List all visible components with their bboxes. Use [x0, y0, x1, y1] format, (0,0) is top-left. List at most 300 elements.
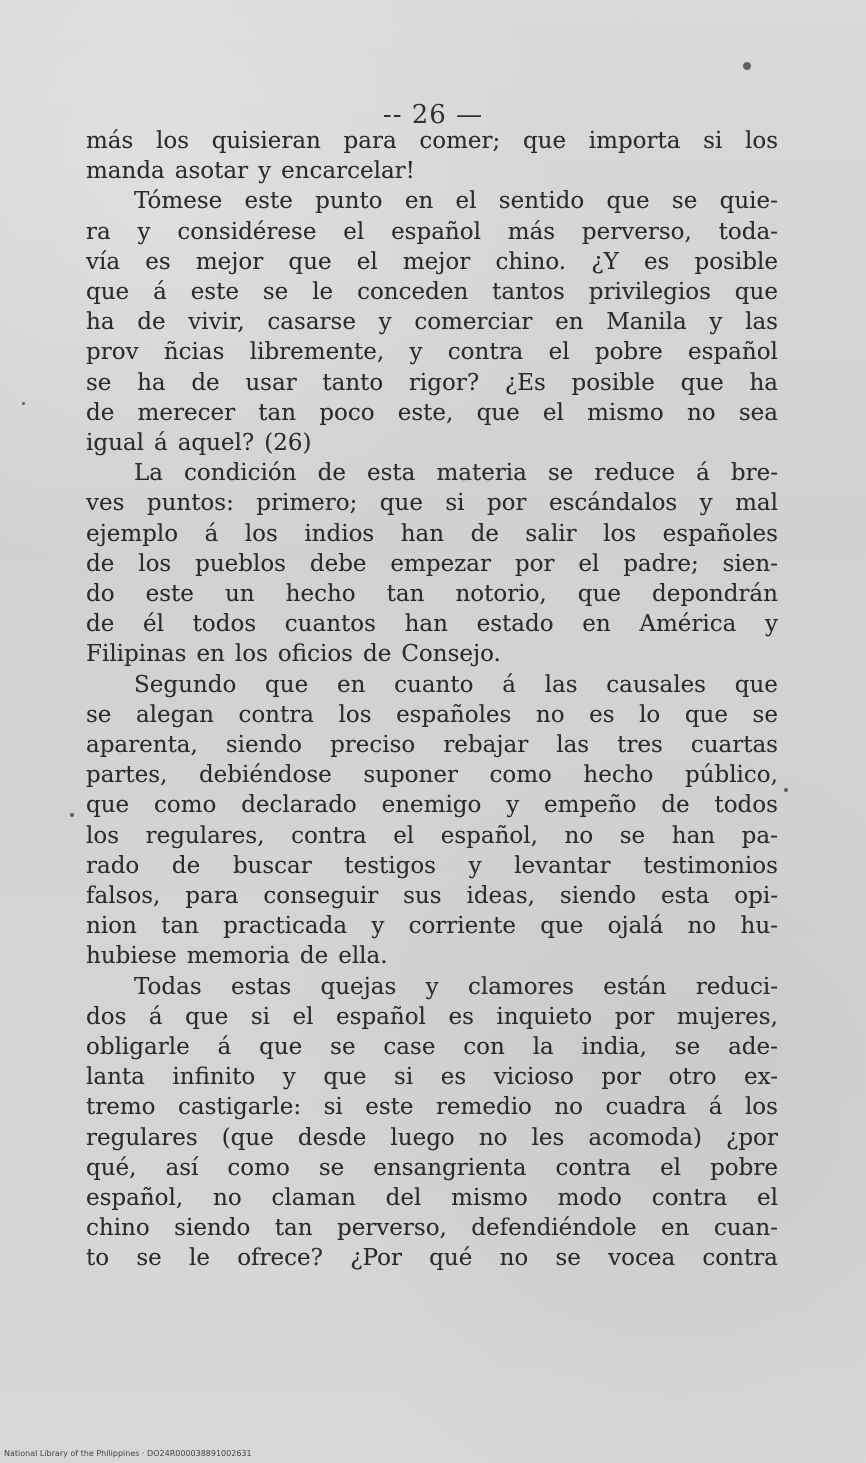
word: corriente	[408, 913, 516, 939]
word: posible	[571, 370, 655, 396]
word: por	[486, 490, 527, 516]
word: ha	[86, 309, 115, 335]
word: conseguir	[263, 883, 379, 909]
word: de	[661, 792, 690, 818]
word: quie-	[719, 188, 778, 214]
word: ideas,	[466, 883, 535, 909]
word: ¿Por	[350, 1245, 402, 1271]
word: dos	[86, 1004, 127, 1030]
word: modo	[557, 1185, 622, 1211]
word: les	[531, 1125, 565, 1151]
word: punto	[315, 188, 383, 214]
word: usar	[245, 370, 297, 396]
word: el	[548, 339, 570, 365]
word: que	[86, 792, 130, 818]
word: es	[643, 249, 670, 275]
word: el	[356, 249, 378, 275]
body-text	[86, 126, 778, 1300]
text-line	[86, 700, 778, 730]
word: ella.	[338, 943, 388, 969]
word: y	[282, 1064, 296, 1090]
word: considérese	[177, 219, 317, 245]
word: salir	[525, 521, 577, 547]
word: los	[338, 702, 372, 728]
word: cuanto	[394, 672, 474, 698]
word: los	[138, 551, 172, 577]
word: se	[547, 460, 574, 486]
word: practicada	[223, 913, 348, 939]
text-line	[86, 790, 778, 820]
word: suponer	[363, 762, 458, 788]
word: ha	[137, 370, 166, 396]
word: estado	[476, 611, 554, 637]
word: case	[383, 1034, 436, 1060]
word: que	[577, 581, 621, 607]
word: bre-	[730, 460, 778, 486]
word: contra	[651, 1185, 728, 1211]
word: defendiéndole	[471, 1215, 637, 1241]
word: los	[234, 641, 268, 667]
word: este	[244, 188, 293, 214]
scan-footer: National Library of the Philippines · DO24R000038891002631	[4, 1449, 252, 1458]
word: mal	[735, 490, 778, 516]
word: tantos	[492, 279, 565, 305]
word: pobre	[594, 339, 663, 365]
word: levantar	[514, 853, 611, 879]
word: y	[409, 339, 423, 365]
word: encarcelar!	[281, 158, 415, 184]
word: rado	[86, 853, 140, 879]
word: quejas	[320, 974, 397, 1000]
word: y	[709, 309, 723, 335]
word: reduce	[594, 460, 676, 486]
word: regulares,	[145, 823, 265, 849]
word: no	[535, 702, 565, 728]
text-line	[86, 1243, 778, 1273]
word: enemigo	[381, 792, 482, 818]
word: de	[137, 309, 166, 335]
word: por	[614, 1004, 655, 1030]
word: que	[288, 249, 332, 275]
word: el	[660, 1155, 682, 1181]
word: nion	[86, 913, 137, 939]
word: como	[153, 792, 217, 818]
word: depondrán	[652, 581, 778, 607]
word: español,	[86, 1185, 184, 1211]
text-line	[86, 670, 778, 700]
word: vicioso	[493, 1064, 574, 1090]
ink-speck	[22, 402, 25, 405]
text-line	[86, 911, 778, 941]
text-line	[86, 1213, 778, 1243]
word: contra	[555, 1155, 632, 1181]
word: se	[671, 188, 698, 214]
word: tanto	[322, 370, 384, 396]
word: América	[639, 611, 737, 637]
word: regulares	[86, 1125, 198, 1151]
word: el	[455, 188, 477, 214]
word: este	[365, 1094, 414, 1120]
word: es	[589, 702, 615, 728]
word: Segundo	[134, 672, 237, 698]
word: público,	[684, 762, 778, 788]
word: ra	[86, 219, 111, 245]
word: han	[404, 611, 448, 637]
word: puntos:	[146, 490, 234, 516]
text-line	[86, 1123, 778, 1153]
word: y	[506, 792, 520, 818]
word: obligarle	[86, 1034, 190, 1060]
word: asotar	[174, 158, 249, 184]
word: contra	[238, 702, 314, 728]
word: no	[213, 1185, 242, 1211]
word: (que	[221, 1125, 274, 1151]
word: oficios	[277, 641, 353, 667]
word: tan	[386, 581, 425, 607]
word: para	[343, 128, 397, 154]
word: debe	[309, 551, 367, 577]
word: las	[745, 309, 778, 335]
word: comer;	[419, 128, 501, 154]
word: á	[708, 1094, 723, 1120]
word: tan	[161, 913, 199, 939]
word: ¿por	[726, 1125, 778, 1151]
word: importa	[588, 128, 681, 154]
word: que	[476, 400, 520, 426]
word: y	[137, 219, 151, 245]
word: en	[196, 641, 225, 667]
word: no	[686, 400, 716, 426]
word: alegan	[135, 702, 214, 728]
word: Tómese	[134, 188, 223, 214]
word: estas	[230, 974, 292, 1000]
word: india,	[581, 1034, 647, 1060]
text-line	[86, 730, 778, 760]
word: ¿Y	[591, 249, 619, 275]
word: prov	[86, 339, 139, 365]
word: y	[468, 853, 482, 879]
text-line	[86, 609, 778, 639]
text-line	[86, 307, 778, 337]
word: hecho	[285, 581, 356, 607]
word: chino	[86, 1215, 150, 1241]
word: ejemplo	[86, 521, 179, 547]
word: es	[448, 1004, 474, 1030]
word: de	[86, 400, 115, 426]
word: quisieran	[211, 128, 321, 154]
word: siendo	[559, 883, 637, 909]
word: del	[385, 1185, 422, 1211]
word: reduci-	[695, 974, 778, 1000]
word: tres	[617, 732, 663, 758]
word: cuan-	[713, 1215, 778, 1241]
word: todos	[192, 611, 257, 637]
text-line	[86, 1002, 778, 1032]
word: por	[514, 551, 555, 577]
word: Consejo.	[401, 641, 501, 667]
word: y	[765, 611, 778, 637]
word: él	[143, 611, 164, 637]
text-line	[86, 1092, 778, 1122]
word: tan	[258, 400, 297, 426]
word: más	[507, 219, 556, 245]
word: contra	[447, 339, 524, 365]
word: es	[145, 249, 171, 275]
word: contra	[702, 1245, 778, 1271]
word: no	[499, 1245, 529, 1271]
word: escándalos	[548, 490, 678, 516]
word: comerciar	[414, 309, 533, 335]
word: esta	[661, 883, 710, 909]
word: de	[317, 460, 346, 486]
word: hubiese	[86, 943, 177, 969]
word: Todas	[134, 974, 202, 1000]
word: pa-	[741, 823, 778, 849]
word: sea	[738, 400, 778, 426]
word: qué,	[86, 1155, 137, 1181]
word: los	[156, 128, 190, 154]
word: á	[696, 460, 710, 486]
word: do	[86, 581, 115, 607]
word: de	[86, 611, 115, 637]
word: como	[227, 1155, 290, 1181]
word: que	[86, 279, 130, 305]
word: opi-	[734, 883, 778, 909]
word: ¿Es	[504, 370, 546, 396]
word: á	[153, 279, 167, 305]
word: toda-	[718, 219, 778, 245]
word: que	[259, 1034, 303, 1060]
text-line	[86, 881, 778, 911]
word: que	[684, 702, 728, 728]
word: ex-	[744, 1064, 778, 1090]
word: han	[400, 521, 445, 547]
word: pobre	[710, 1155, 778, 1181]
word: luego	[390, 1125, 455, 1151]
word: la	[532, 1034, 554, 1060]
word: de	[299, 943, 329, 969]
word: en	[404, 188, 434, 214]
word: han	[671, 823, 716, 849]
word: privilegios	[588, 279, 711, 305]
word: por	[601, 1064, 641, 1090]
word: partes,	[86, 762, 168, 788]
word: se	[752, 702, 778, 728]
word: memoria	[186, 943, 290, 969]
word: ensangrienta	[373, 1155, 527, 1181]
word: español	[688, 339, 778, 365]
word: debiéndose	[198, 762, 332, 788]
page-number: -- 26 —	[382, 100, 484, 130]
word: este	[190, 279, 239, 305]
word: vocea	[608, 1245, 676, 1271]
ink-speck	[743, 62, 751, 70]
word: de	[470, 521, 499, 547]
word: igual	[86, 430, 144, 456]
word: si	[394, 1064, 414, 1090]
word: si	[445, 490, 465, 516]
word: españoles	[396, 702, 512, 728]
word: español	[391, 219, 481, 245]
word: las	[544, 672, 578, 698]
word: lo	[639, 702, 661, 728]
word: que	[522, 128, 567, 154]
word: castigarle:	[177, 1094, 302, 1120]
word: que	[323, 1064, 367, 1090]
word: se	[619, 823, 646, 849]
word: se	[86, 370, 112, 396]
word: remedio	[435, 1094, 532, 1120]
word: claman	[271, 1185, 356, 1211]
word: qué	[429, 1245, 473, 1271]
word: ha	[749, 370, 778, 396]
word: ojalá	[607, 913, 664, 939]
word: notorio,	[455, 581, 547, 607]
word: más	[86, 128, 134, 154]
word: el	[343, 219, 365, 245]
text-line	[86, 639, 778, 669]
word: cuadra	[605, 1094, 687, 1120]
word: La	[134, 460, 163, 486]
word: desde	[297, 1125, 367, 1151]
word: Filipinas	[86, 641, 187, 667]
word: y	[378, 309, 392, 335]
word: un	[224, 581, 255, 607]
word: sien-	[722, 551, 778, 577]
word: y	[425, 974, 439, 1000]
word: á	[204, 521, 219, 547]
word: y	[258, 158, 272, 184]
word: (26)	[264, 430, 312, 456]
word: los	[86, 823, 120, 849]
word: no	[564, 823, 594, 849]
word: que	[734, 279, 778, 305]
text-line	[86, 579, 778, 609]
ink-speck	[784, 788, 788, 792]
text-line	[86, 972, 778, 1002]
word: declarado	[241, 792, 357, 818]
text-line	[86, 1183, 778, 1213]
word: mismo	[587, 400, 664, 426]
word: el	[292, 1004, 314, 1030]
word: ves	[86, 490, 125, 516]
word: español,	[440, 823, 538, 849]
word: á	[502, 672, 516, 698]
word: aparenta,	[86, 732, 198, 758]
word: de	[86, 551, 115, 577]
word: se	[555, 1245, 581, 1271]
text-line	[86, 1032, 778, 1062]
word: merecer	[137, 400, 236, 426]
word: testigos	[344, 853, 436, 879]
text-line	[86, 549, 778, 579]
word: de	[171, 853, 201, 879]
word: no	[478, 1125, 508, 1151]
word: tremo	[86, 1094, 156, 1120]
word: mismo	[451, 1185, 528, 1211]
word: se	[674, 1034, 701, 1060]
text-line	[86, 398, 778, 428]
word: aquel?	[177, 430, 255, 456]
word: tan	[274, 1215, 313, 1241]
word: acomoda)	[588, 1125, 702, 1151]
word: mejor	[402, 249, 471, 275]
word: si	[703, 128, 723, 154]
word: empezar	[390, 551, 492, 577]
word: ofrece?	[237, 1245, 323, 1271]
text-line	[86, 1062, 778, 1092]
text-line	[86, 458, 778, 488]
word: otro	[668, 1064, 717, 1090]
word: testimonios	[643, 853, 778, 879]
word: se	[330, 1034, 356, 1060]
word: lanta	[86, 1064, 145, 1090]
word: así	[165, 1155, 199, 1181]
word: los	[244, 521, 278, 547]
word: el	[393, 823, 415, 849]
word: hecho	[583, 762, 654, 788]
word: conceden	[357, 279, 469, 305]
word: libremente,	[249, 339, 385, 365]
word: y	[699, 490, 713, 516]
word: le	[312, 279, 334, 305]
word: de	[191, 370, 220, 396]
word: que	[265, 672, 309, 698]
word: de	[362, 641, 392, 667]
word: rigor?	[408, 370, 480, 396]
text-line	[86, 821, 778, 851]
word: casarse	[267, 309, 356, 335]
word: hu-	[740, 913, 778, 939]
word: inquieto	[496, 1004, 593, 1030]
word: ade-	[728, 1034, 778, 1060]
word: este	[145, 581, 194, 607]
word: indios	[304, 521, 375, 547]
text-line	[86, 851, 778, 881]
word: mujeres,	[676, 1004, 778, 1030]
word: todos	[714, 792, 778, 818]
word: to	[86, 1245, 110, 1271]
word: empeño	[544, 792, 637, 818]
word: sentido	[498, 188, 585, 214]
word: que	[379, 490, 423, 516]
word: que	[540, 913, 584, 939]
word: el	[542, 400, 564, 426]
word: falsos,	[86, 883, 161, 909]
word: esta	[367, 460, 416, 486]
word: como	[489, 762, 552, 788]
word: contra	[291, 823, 367, 849]
text-line	[86, 760, 778, 790]
word: buscar	[232, 853, 312, 879]
word: no	[687, 913, 717, 939]
word: perverso,	[581, 219, 692, 245]
word: cuantos	[284, 611, 376, 637]
text-line	[86, 217, 778, 247]
word: ñcias	[163, 339, 225, 365]
word: que	[680, 370, 724, 396]
word: que	[185, 1004, 229, 1030]
text-line	[86, 368, 778, 398]
word: mejor	[195, 249, 264, 275]
word: vía	[86, 249, 121, 275]
word: primero;	[256, 490, 358, 516]
word: siendo	[174, 1215, 251, 1241]
word: á	[217, 1034, 232, 1060]
word: que	[734, 672, 778, 698]
word: clamores	[467, 974, 574, 1000]
word: el	[578, 551, 600, 577]
